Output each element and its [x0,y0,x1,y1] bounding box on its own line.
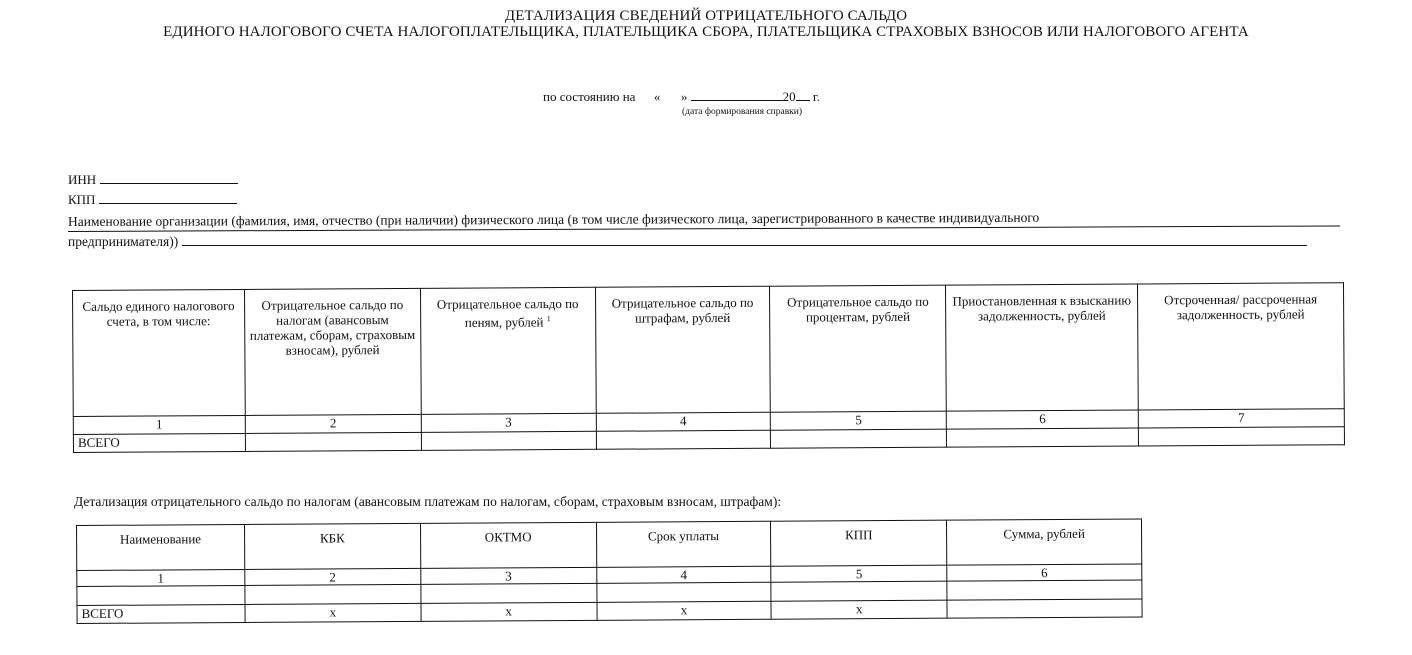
total-label: ВСЕГО [73,433,245,452]
column-header: Приостановленная к взысканию задолженность, рублей [946,284,1139,411]
total-mark: х [245,603,421,622]
org-name-label-line2: предпринимателя)) [68,234,179,249]
column-header: Сумма, рублей [947,519,1142,565]
table-cell[interactable] [421,583,597,603]
date-year-blank[interactable] [796,88,810,101]
column-number: 3 [420,567,596,584]
column-number: 3 [421,413,596,432]
column-header: КПП [771,520,947,566]
column-header: Сальдо единого налогового счета, в том числе: [73,289,246,416]
document-title: ДЕТАЛИЗАЦИЯ СВЕДЕНИЙ ОТРИЦАТЕЛЬНОГО САЛЬДО [504,8,908,24]
year-prefix: 20 [782,89,796,104]
negative-balance-detail-table [76,518,1143,624]
table-cell[interactable] [77,585,245,605]
kpp-field [68,192,237,208]
year-suffix: г. [812,89,821,104]
column-header: Отрицательное сальдо по налогам (авансовым платежам, сборам, страховым взносам), рублей [244,288,421,415]
column-number: 4 [596,412,771,431]
total-mark: х [771,600,947,619]
close-quote: » [680,89,688,104]
column-header: Наименование [77,524,245,570]
as-of-date-line [543,88,820,105]
column-number: 4 [596,566,771,583]
column-header: Отрицательное сальдо по процентам, рублей [770,285,947,412]
org-name-input[interactable] [182,233,1307,246]
total-label: ВСЕГО [77,604,245,623]
column-number: 5 [771,411,947,430]
table-cell[interactable] [596,430,771,449]
detail-section-label: Детализация отрицательного сальдо по налогам (авансовым платежам по налогам, сборам, страховым взносам, штрафам): [74,494,782,509]
column-number: 7 [1138,409,1344,428]
table-header-row [77,519,1142,571]
organization-name-field [67,209,1340,251]
column-header: КБК [244,523,420,569]
total-mark: х [421,602,597,621]
table-cell[interactable] [245,584,421,604]
table-header-row [73,283,1345,417]
column-header: Отрицательное сальдо по пеням, рублей $^1$ [420,287,596,414]
table-cell[interactable] [596,582,771,602]
table-cell[interactable] [947,599,1142,618]
total-mark: х [596,601,771,620]
column-header: Срок уплаты [596,521,771,567]
column-header: Отсроченная/ рассроченная задолженность, рублей [1138,283,1345,410]
footnote-mark: 1 [546,314,551,324]
as-of-note: (дата формирования справки) [682,107,803,117]
column-number: 2 [245,568,421,585]
document-subtitle: ЕДИНОГО НАЛОГОВОГО СЧЕТА НАЛОГОПЛАТЕЛЬЩИКА, ПЛАТЕЛЬЩИКА СБОРА, ПЛАТЕЛЬЩИКА СТРАХОВЫХ ВЗНОСОВ ИЛИ НАЛОГОВОГО АГЕНТА [163,24,1249,40]
as-of-label: по состоянию на [543,89,636,104]
column-number: 1 [73,415,245,434]
column-number: 6 [947,564,1142,581]
table-cell[interactable] [771,581,947,601]
date-month-blank[interactable] [691,88,783,101]
table-cell[interactable] [1138,427,1344,446]
open-quote: « [653,89,661,104]
table-cell[interactable] [947,580,1142,600]
inn-label: ИНН [68,172,97,187]
table-cell[interactable] [947,428,1139,447]
column-header: Отрицательное сальдо по штрафам, рублей [595,286,771,413]
negative-balance-summary-table [72,282,1345,453]
table-cell[interactable] [771,429,947,448]
inn-field [68,172,238,188]
column-number: 1 [77,569,245,586]
column-number: 5 [771,565,947,582]
table-cell[interactable] [245,432,421,451]
org-name-label-line1: Наименование организации (фамилия, имя, отчество (при наличии) физического лица (в том числе физического лица, зарегистрированного в качестве индивидуального [68,206,1340,232]
table-cell[interactable] [421,431,596,450]
inn-input[interactable] [100,173,238,184]
column-number: 2 [245,414,421,433]
kpp-input[interactable] [99,193,237,204]
column-header: ОКТМО [420,522,596,568]
column-number: 6 [947,410,1139,429]
kpp-label: КПП [68,192,96,207]
